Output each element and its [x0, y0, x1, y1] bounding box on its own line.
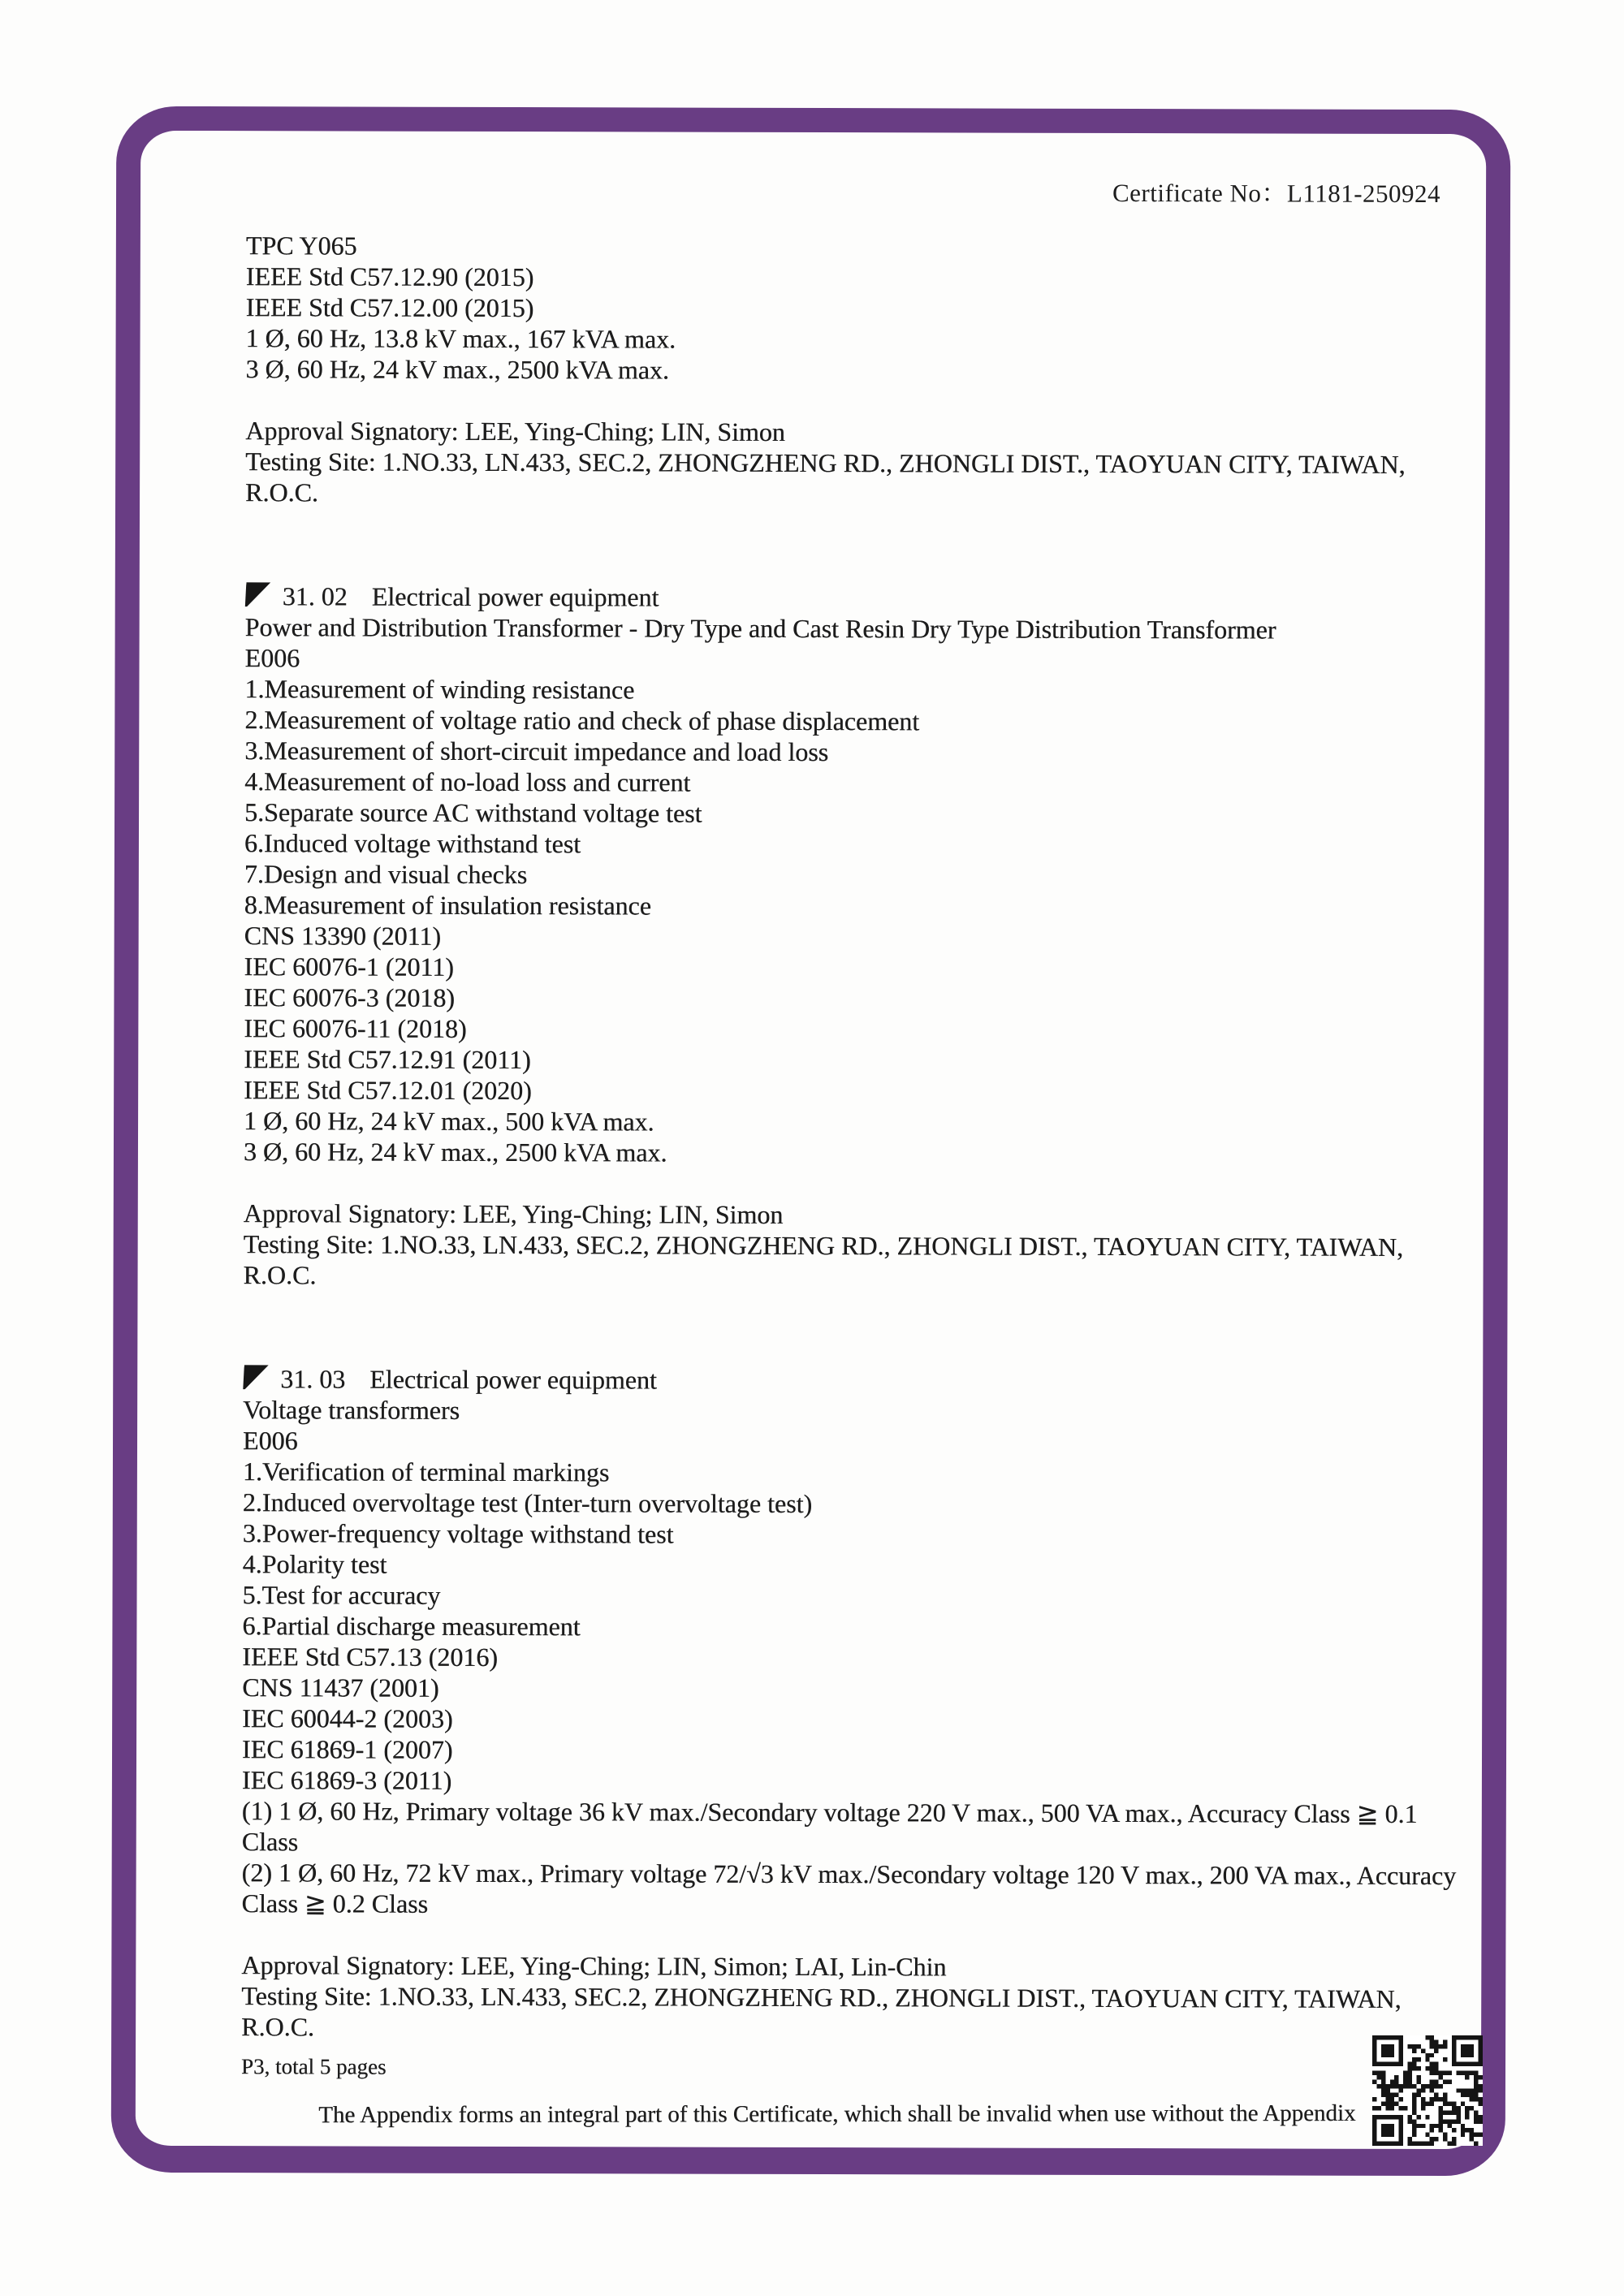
- section-marker-icon: [242, 1365, 269, 1389]
- approval-line: Testing Site: 1.NO.33, LN.433, SEC.2, ZHONGZHENG RD., ZHONGLI DIST., TAOYUAN CITY, TAIWAN, R.O.C.: [243, 1229, 1404, 1290]
- certificate-border-frame: [111, 106, 1511, 2176]
- text-line: 4.Polarity test: [242, 1549, 387, 1579]
- certificate-number: Certificate No：L1181-250924: [1112, 178, 1441, 209]
- appendix-note: The Appendix forms an integral part of this Certificate, which shall be invalid when use without the Appendix: [318, 2100, 1356, 2129]
- text-line: (2) 1 Ø, 60 Hz, 72 kV max., Primary voltage 72/√3 kV max./Secondary voltage 120 V max., 200 VA max., Accuracy Class ≧ 0.2 Class: [241, 1858, 1457, 1918]
- text-line: 6.Induced voltage withstand test: [244, 828, 581, 859]
- text-line: 1.Measurement of winding resistance: [244, 674, 635, 705]
- text-line: 1 Ø, 60 Hz, 24 kV max., 500 kVA max.: [244, 1106, 654, 1137]
- text-line: 3 Ø, 60 Hz, 24 kV max., 2500 kVA max.: [245, 354, 670, 385]
- section-header: [245, 580, 1463, 615]
- text-line: 3.Measurement of short-circuit impedance and load loss: [244, 736, 829, 767]
- text-line: (1) 1 Ø, 60 Hz, Primary voltage 36 kV max./Secondary voltage 220 V max., 500 VA max., Accuracy Class ≧ 0.1 Class: [241, 1796, 1418, 1857]
- text-line: IEEE Std C57.12.90 (2015): [245, 261, 534, 292]
- approval-line: Approval Signatory: LEE, Ying-Ching; LIN, Simon; LAI, Lin-Chin: [241, 1950, 947, 1982]
- text-line: IEC 60076-3 (2018): [244, 982, 456, 1012]
- qr-code: [1372, 2035, 1483, 2146]
- certificate-body: [241, 230, 1464, 2130]
- text-line: E006: [244, 643, 300, 673]
- text-line: Power and Distribution Transformer - Dry Type and Cast Resin Dry Type Distribution Transformer: [244, 612, 1276, 645]
- text-line: IEEE Std C57.13 (2016): [242, 1642, 499, 1672]
- section-number: 31. 03: [280, 1364, 346, 1394]
- text-line: IEC 60076-11 (2018): [244, 1013, 467, 1043]
- text-line: 3 Ø, 60 Hz, 24 kV max., 2500 kVA max.: [243, 1137, 667, 1167]
- approval-block: [241, 1949, 1459, 2045]
- text-line: CNS 13390 (2011): [244, 921, 442, 951]
- approval-block: [245, 415, 1463, 511]
- text-line: IEC 61869-3 (2011): [241, 1765, 452, 1795]
- text-line: 3.Power-frequency voltage withstand test: [242, 1518, 674, 1549]
- text-line: TPC Y065: [245, 231, 357, 261]
- text-line: 2.Measurement of voltage ratio and check of phase displacement: [244, 705, 920, 736]
- section-lines: [244, 611, 1463, 1170]
- text-line: IEC 60044-2 (2003): [242, 1703, 453, 1733]
- approval-line: Approval Signatory: LEE, Ying-Ching; LIN, Simon: [245, 416, 785, 447]
- text-line: IEEE Std C57.12.00 (2015): [245, 292, 534, 323]
- approval-line: Approval Signatory: LEE, Ying-Ching; LIN, Simon: [243, 1198, 784, 1229]
- text-line: 2.Induced overvoltage test (Inter-turn overvoltage test): [242, 1487, 813, 1519]
- text-line: IEEE Std C57.12.91 (2011): [244, 1044, 531, 1075]
- text-line: 5.Separate source AC withstand voltage test: [244, 797, 702, 828]
- page-number: P3, total 5 pages: [240, 2054, 387, 2079]
- approval-line: Testing Site: 1.NO.33, LN.433, SEC.2, ZHONGZHENG RD., ZHONGLI DIST., TAOYUAN CITY, TAIWAN, R.O.C.: [245, 447, 1406, 507]
- text-line: IEEE Std C57.12.01 (2020): [244, 1075, 532, 1106]
- text-line: 8.Measurement of insulation resistance: [244, 890, 651, 921]
- text-line: IEC 61869-1 (2007): [241, 1734, 453, 1764]
- section-marker-icon: [244, 582, 270, 606]
- text-line: 1 Ø, 60 Hz, 13.8 kV max., 167 kVA max.: [245, 323, 676, 354]
- section-31-02: [244, 580, 1463, 1293]
- section-number: 31. 02: [282, 581, 348, 611]
- text-line: CNS 11437 (2001): [242, 1672, 439, 1703]
- section-header: [243, 1363, 1461, 1397]
- section-title: Electrical power equipment: [369, 1364, 657, 1395]
- approval-block: [244, 1198, 1462, 1293]
- text-line: 6.Partial discharge measurement: [242, 1611, 581, 1642]
- text-line: 1.Verification of terminal markings: [242, 1457, 610, 1487]
- section-31-03: [241, 1363, 1461, 2045]
- text-line: IEC 60076-1 (2011): [244, 952, 454, 982]
- text-line: 4.Measurement of no-load loss and current: [244, 766, 691, 797]
- text-line: 5.Test for accuracy: [242, 1580, 441, 1610]
- section-lines: [241, 1394, 1461, 1922]
- text-line: 7.Design and visual checks: [244, 859, 528, 890]
- text-line: Voltage transformers: [243, 1395, 460, 1425]
- intro-standards-list: [245, 230, 1463, 387]
- text-line: E006: [242, 1426, 298, 1456]
- section-title: Electrical power equipment: [371, 581, 659, 612]
- approval-line: Testing Site: 1.NO.33, LN.433, SEC.2, ZHONGZHENG RD., ZHONGLI DIST., TAOYUAN CITY, TAIWAN, R.O.C.: [241, 1981, 1402, 2042]
